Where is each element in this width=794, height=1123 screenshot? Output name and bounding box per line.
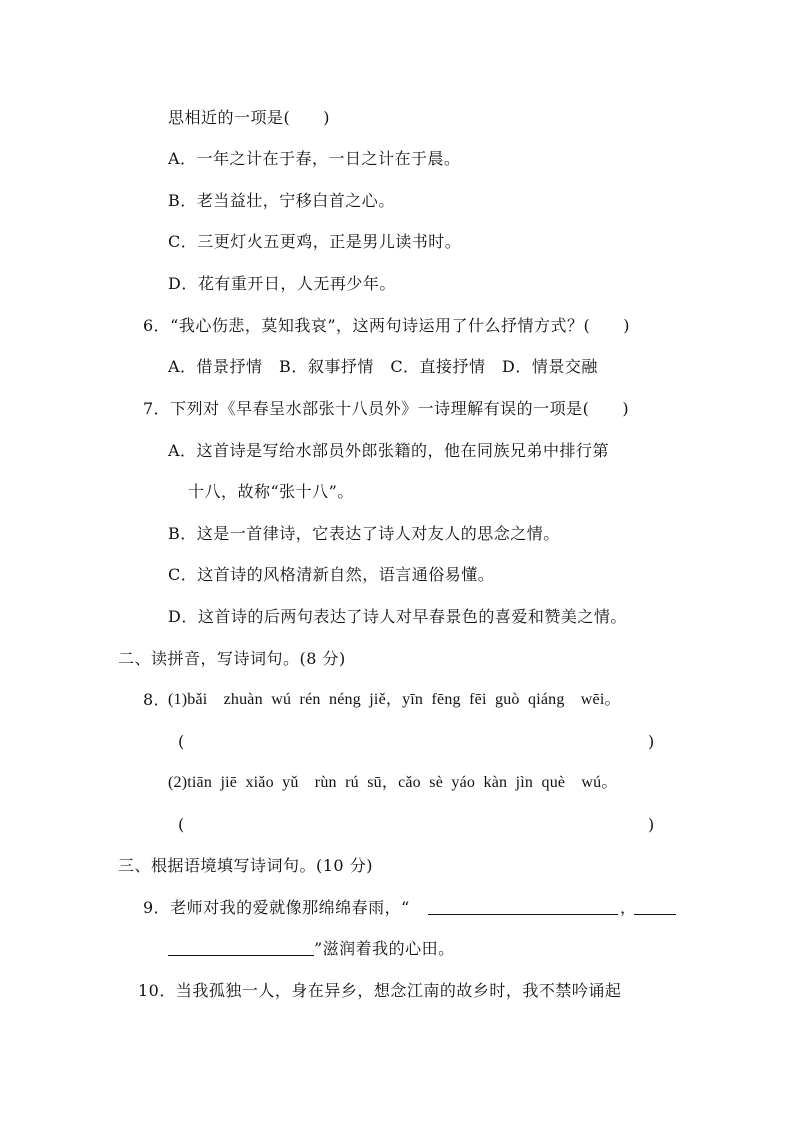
q8-1-answer-paren-close: ): [648, 732, 655, 751]
q8-number: 8．: [143, 690, 171, 709]
q9-start: 9．老师对我的爱就像那绵绵春雨，“: [143, 898, 410, 917]
q8-2-answer-paren-close: ): [648, 815, 655, 834]
q5-option-d: D．花有重开日，人无再少年。: [168, 274, 396, 293]
q10-stem: 10．当我孤独一人，身在异乡，想念江南的故乡时，我不禁吟诵起: [138, 981, 622, 1000]
section3-heading: 三、根据语境填写诗词句。(10 分): [118, 856, 373, 875]
q9-end: ”滋润着我的心田。: [314, 939, 455, 958]
q5-option-a: A．一年之计在于春，一日之计在于晨。: [168, 149, 461, 168]
q9-blank-1[interactable]: [428, 898, 618, 915]
q7-option-c: C．这首诗的风格清新自然，语言通俗易懂。: [168, 565, 495, 584]
q8-2-answer-paren-open: (: [178, 815, 185, 834]
q9-blank-2[interactable]: [634, 898, 676, 915]
q9-blank-3[interactable]: [168, 939, 314, 956]
q5-option-b: B．老当益壮，宁移白首之心。: [168, 191, 395, 210]
q9-comma: ，: [620, 898, 637, 917]
q5-stem-end: 思相近的一项是( ): [168, 108, 330, 127]
q7-option-a-line2: 十八，故称“张十八”。: [188, 482, 354, 501]
q6-options: A．借景抒情 B．叙事抒情 C．直接抒情 D．情景交融: [168, 357, 598, 376]
q7-stem: 7．下列对《早春呈水部张十八员外》一诗理解有误的一项是( ): [143, 399, 630, 418]
q8-1-pinyin: (1)bǎi zhuàn wú rén néng jiě，yīn fēng fēi guò qiáng wēi。: [168, 691, 621, 708]
q5-option-c: C．三更灯火五更鸡，正是男儿读书时。: [168, 232, 462, 251]
q7-option-d: D．这首诗的后两句表达了诗人对早春景色的喜爱和赞美之情。: [168, 607, 627, 626]
q7-option-b: B．这是一首律诗，它表达了诗人对友人的思念之情。: [168, 524, 560, 543]
q8-2-pinyin: (2)tiān jiē xiǎo yǔ rùn rú sū，cǎo sè yáo kàn jìn què wú。: [168, 774, 618, 791]
q7-option-a-line1: A．这首诗是写给水部员外郎张籍的，他在同族兄弟中排行第: [168, 441, 610, 460]
q8-1-answer-paren-open: (: [178, 732, 185, 751]
q6-stem: 6．“我心伤悲，莫知我哀”，这两句诗运用了什么抒情方式？( ): [143, 316, 631, 335]
section2-heading: 二、读拼音，写诗词句。(8 分): [118, 649, 346, 668]
